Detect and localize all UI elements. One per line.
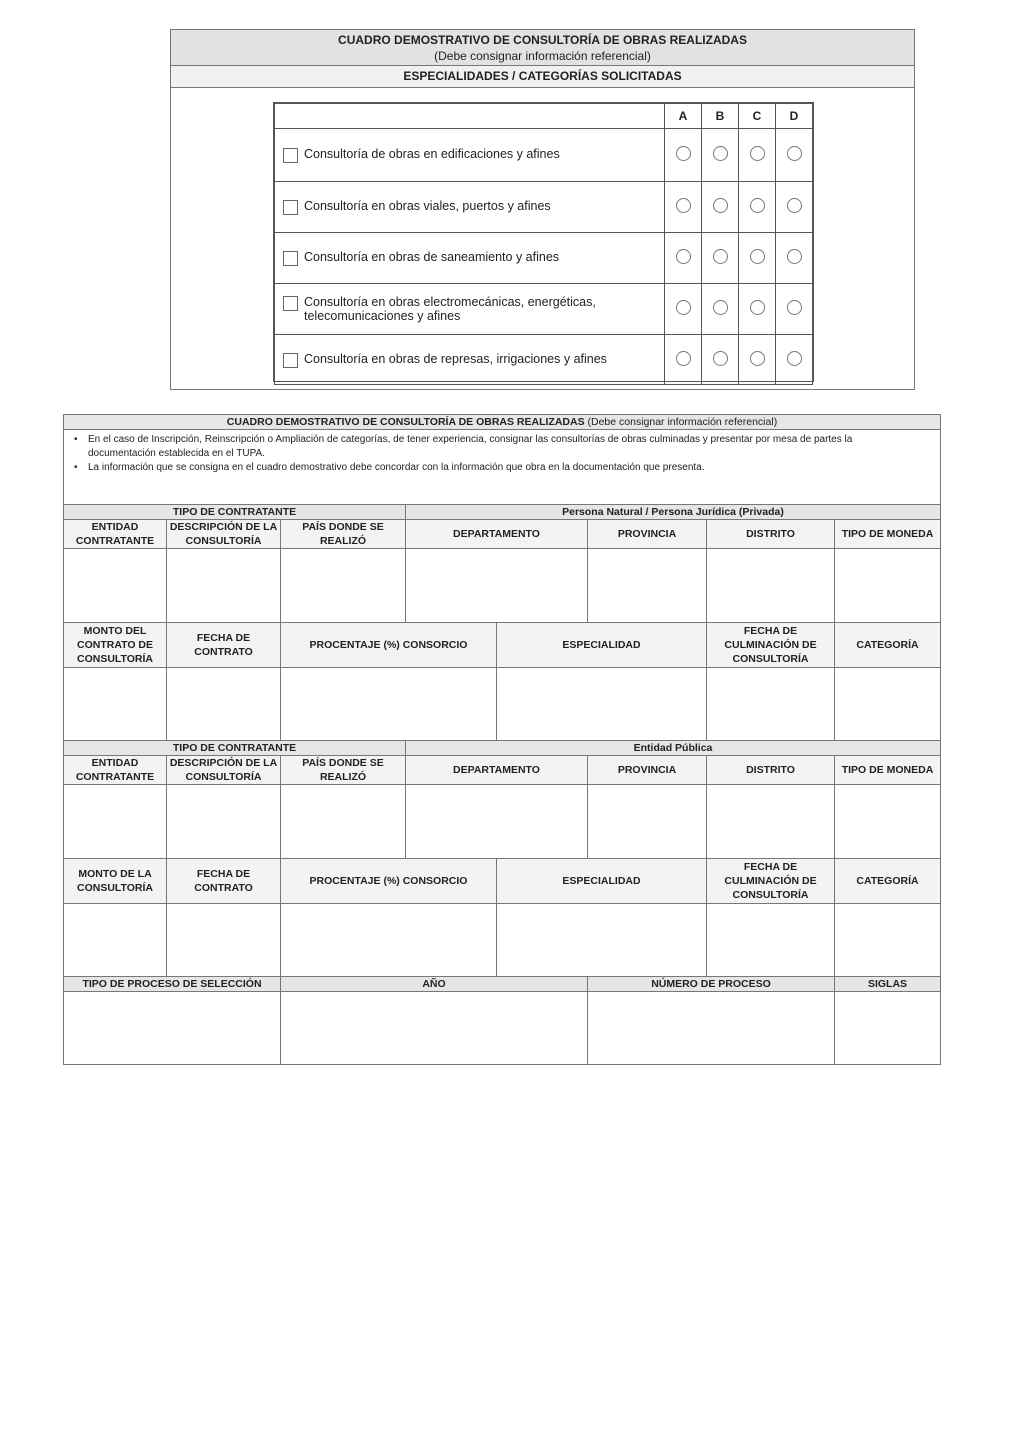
category-radio-d[interactable] bbox=[787, 146, 802, 161]
header-tipo-moneda: TIPO DE MONEDA bbox=[835, 520, 940, 549]
input-categoria[interactable] bbox=[835, 668, 940, 741]
header-categoria: CATEGORÍA bbox=[835, 859, 940, 904]
input-distrito[interactable] bbox=[707, 785, 835, 859]
input-pais[interactable] bbox=[281, 785, 406, 859]
notes-box bbox=[64, 430, 940, 505]
form-header bbox=[171, 30, 914, 66]
input-monto[interactable] bbox=[64, 668, 167, 741]
category-radio-b[interactable] bbox=[713, 198, 728, 213]
form-subtitle: (Debe consignar información referencial) bbox=[434, 49, 651, 63]
note-item: • En el caso de Inscripción, Reinscripción o Ampliación de categorías, de tener experiencia, consignar las consultorías de obras culminadas y presentar por mesa de partes la documentación establecida en el TUPA. bbox=[86, 433, 910, 461]
tipo-contratante-header: TIPO DE CONTRATANTE bbox=[64, 741, 406, 756]
specialty-row bbox=[275, 182, 813, 233]
header-fecha-culminacion: FECHA DE CULMINACIÓN DE CONSULTORÍA bbox=[707, 623, 835, 668]
header-entidad-contratante: ENTIDAD CONTRATANTE bbox=[64, 520, 167, 549]
category-radio-d[interactable] bbox=[787, 351, 802, 366]
specialty-row bbox=[275, 129, 813, 182]
input-fecha-contrato[interactable] bbox=[167, 668, 281, 741]
specialty-row bbox=[275, 233, 813, 284]
experience-title-note: (Debe consignar información referencial) bbox=[587, 416, 778, 428]
input-provincia[interactable] bbox=[588, 785, 707, 859]
category-letter-d: D bbox=[776, 104, 813, 129]
input-tipo-proceso[interactable] bbox=[64, 992, 281, 1064]
category-radio-c[interactable] bbox=[750, 146, 765, 161]
specialty-label: Consultoría de obras en edificaciones y afines bbox=[304, 147, 560, 161]
specialty-label: Consultoría en obras electromecánicas, energéticas, telecomunicaciones y afines bbox=[304, 295, 596, 323]
input-fecha-culminacion[interactable] bbox=[707, 904, 835, 977]
category-letter-a: A bbox=[665, 104, 702, 129]
category-radio-a[interactable] bbox=[676, 198, 691, 213]
header-descripcion: DESCRIPCIÓN DE LA CONSULTORÍA bbox=[167, 756, 281, 785]
category-radio-c[interactable] bbox=[750, 351, 765, 366]
input-pais[interactable] bbox=[281, 549, 406, 623]
header-descripcion: DESCRIPCIÓN DE LA CONSULTORÍA bbox=[167, 520, 281, 549]
input-anio[interactable] bbox=[281, 992, 588, 1064]
header-monto: MONTO DEL CONTRATO DE CONSULTORÍA bbox=[64, 623, 167, 668]
input-siglas[interactable] bbox=[835, 992, 940, 1064]
header-departamento: DEPARTAMENTO bbox=[406, 756, 588, 785]
specialties-table bbox=[273, 102, 814, 382]
specialties-form bbox=[170, 29, 915, 390]
input-especialidad[interactable] bbox=[497, 904, 707, 977]
category-radio-a[interactable] bbox=[676, 351, 691, 366]
header-fecha-contrato: FECHA DE CONTRATO bbox=[167, 859, 281, 904]
specialty-checkbox[interactable] bbox=[283, 251, 298, 266]
category-radio-d[interactable] bbox=[787, 249, 802, 264]
header-especialidad: ESPECIALIDAD bbox=[497, 859, 707, 904]
category-radio-c[interactable] bbox=[750, 198, 765, 213]
experience-form bbox=[63, 414, 941, 1065]
letters-row bbox=[275, 104, 813, 129]
header-tipo-moneda: TIPO DE MONEDA bbox=[835, 756, 940, 785]
notes-list bbox=[66, 433, 910, 475]
input-entidad-contratante[interactable] bbox=[64, 549, 167, 623]
experience-title-text: CUADRO DEMOSTRATIVO DE CONSULTORÍA DE OBRAS REALIZADAS bbox=[226, 416, 585, 428]
input-numero-proceso[interactable] bbox=[588, 992, 835, 1064]
input-distrito[interactable] bbox=[707, 549, 835, 623]
blank-header-cell bbox=[275, 104, 665, 129]
specialty-checkbox[interactable] bbox=[283, 200, 298, 215]
specialty-label: Consultoría en obras de saneamiento y afines bbox=[304, 250, 560, 264]
form-title: CUADRO DEMOSTRATIVO DE CONSULTORÍA DE OBRAS REALIZADAS bbox=[338, 33, 747, 47]
category-radio-a[interactable] bbox=[676, 249, 691, 264]
note-item: • La información que se consigna en el cuadro demostrativo debe concordar con la información que obra en la documentación que presenta. bbox=[86, 461, 910, 475]
category-radio-a[interactable] bbox=[676, 300, 691, 315]
private-group-header: Persona Natural / Persona Jurídica (Privada) bbox=[406, 505, 940, 520]
header-provincia: PROVINCIA bbox=[588, 520, 707, 549]
input-departamento[interactable] bbox=[406, 549, 588, 623]
public-group-header: Entidad Pública bbox=[406, 741, 940, 756]
input-fecha-culminacion[interactable] bbox=[707, 668, 835, 741]
input-porcentaje-consorcio[interactable] bbox=[281, 904, 497, 977]
header-pais: PAÍS DONDE SE REALIZÓ bbox=[281, 520, 406, 549]
header-distrito: DISTRITO bbox=[707, 520, 835, 549]
input-porcentaje-consorcio[interactable] bbox=[281, 668, 497, 741]
category-letter-b: B bbox=[702, 104, 739, 129]
input-descripcion[interactable] bbox=[167, 549, 281, 623]
header-porcentaje-consorcio: PROCENTAJE (%) CONSORCIO bbox=[281, 859, 497, 904]
header-fecha-culminacion: FECHA DE CULMINACIÓN DE CONSULTORÍA bbox=[707, 859, 835, 904]
input-entidad-contratante[interactable] bbox=[64, 785, 167, 859]
input-provincia[interactable] bbox=[588, 549, 707, 623]
header-especialidad: ESPECIALIDAD bbox=[497, 623, 707, 668]
input-tipo-moneda[interactable] bbox=[835, 785, 940, 859]
category-radio-b[interactable] bbox=[713, 300, 728, 315]
header-pais: PAÍS DONDE SE REALIZÓ bbox=[281, 756, 406, 785]
input-departamento[interactable] bbox=[406, 785, 588, 859]
tipo-contratante-header: TIPO DE CONTRATANTE bbox=[64, 505, 406, 520]
specialty-row bbox=[275, 335, 813, 385]
input-monto[interactable] bbox=[64, 904, 167, 977]
specialty-checkbox[interactable] bbox=[283, 296, 298, 311]
category-radio-d[interactable] bbox=[787, 300, 802, 315]
specialty-checkbox[interactable] bbox=[283, 353, 298, 368]
input-categoria[interactable] bbox=[835, 904, 940, 977]
input-tipo-moneda[interactable] bbox=[835, 549, 940, 623]
header-monto: MONTO DE LA CONSULTORÍA bbox=[64, 859, 167, 904]
header-siglas: SIGLAS bbox=[835, 977, 940, 992]
categories-header: ESPECIALIDADES / CATEGORÍAS SOLICITADAS bbox=[171, 66, 914, 88]
header-provincia: PROVINCIA bbox=[588, 756, 707, 785]
category-radio-c[interactable] bbox=[750, 249, 765, 264]
experience-title bbox=[64, 415, 940, 430]
category-radio-b[interactable] bbox=[713, 351, 728, 366]
specialty-label: Consultoría en obras viales, puertos y afines bbox=[304, 199, 551, 213]
header-fecha-contrato: FECHA DE CONTRATO bbox=[167, 623, 281, 668]
category-radio-d[interactable] bbox=[787, 198, 802, 213]
header-numero-proceso: NÚMERO DE PROCESO bbox=[588, 977, 835, 992]
header-porcentaje-consorcio: PROCENTAJE (%) CONSORCIO bbox=[281, 623, 497, 668]
category-radio-b[interactable] bbox=[713, 146, 728, 161]
category-radio-c[interactable] bbox=[750, 300, 765, 315]
input-fecha-contrato[interactable] bbox=[167, 904, 281, 977]
category-radio-a[interactable] bbox=[676, 146, 691, 161]
category-letter-c: C bbox=[739, 104, 776, 129]
specialty-row bbox=[275, 284, 813, 335]
header-tipo-proceso: TIPO DE PROCESO DE SELECCIÓN bbox=[64, 977, 281, 992]
specialty-checkbox[interactable] bbox=[283, 148, 298, 163]
input-descripcion[interactable] bbox=[167, 785, 281, 859]
input-especialidad[interactable] bbox=[497, 668, 707, 741]
specialty-label: Consultoría en obras de represas, irrigaciones y afines bbox=[304, 351, 607, 366]
category-radio-b[interactable] bbox=[713, 249, 728, 264]
header-anio: AÑO bbox=[281, 977, 588, 992]
header-distrito: DISTRITO bbox=[707, 756, 835, 785]
header-entidad-contratante: ENTIDAD CONTRATANTE bbox=[64, 756, 167, 785]
header-categoria: CATEGORÍA bbox=[835, 623, 940, 668]
header-departamento: DEPARTAMENTO bbox=[406, 520, 588, 549]
